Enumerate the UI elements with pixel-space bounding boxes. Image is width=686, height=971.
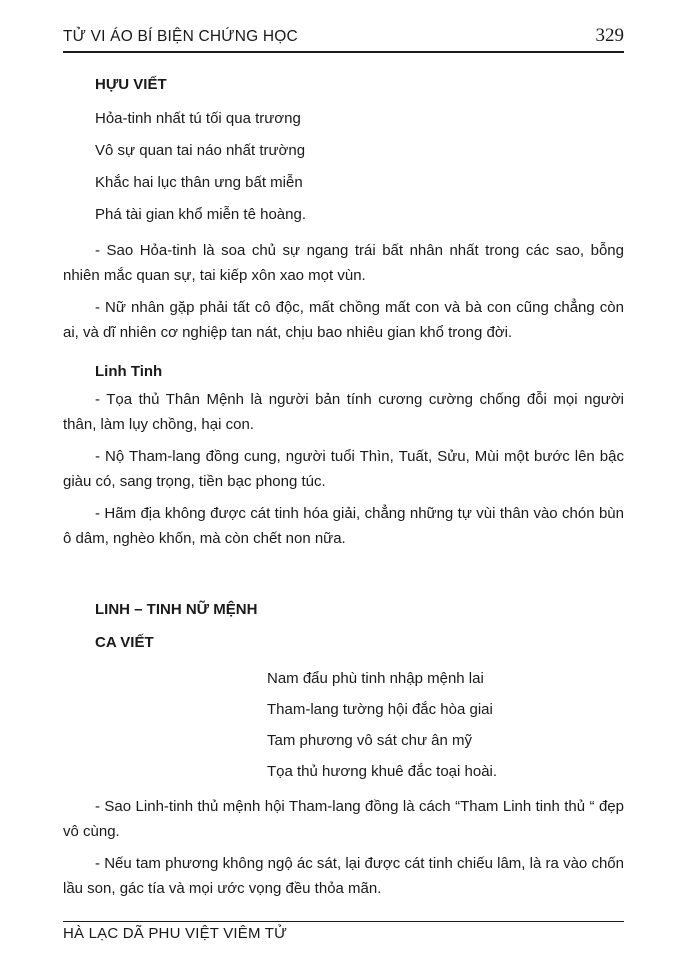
paragraph: - Sao Linh-tinh thủ mệnh hội Tham-lang đồng là cách “Tham Linh tinh thủ “ đẹp vô cùng. xyxy=(63,798,624,840)
running-header xyxy=(63,25,624,53)
page-number: 329 xyxy=(595,25,624,46)
section-heading-linh-tinh: Linh Tinh xyxy=(95,363,163,380)
book-title: TỬ VI ÁO BÍ BIỆN CHỨNG HỌC xyxy=(63,28,298,45)
section-spacer xyxy=(63,551,624,581)
verse-line: Tham-lang tường hội đắc hòa giai xyxy=(267,701,493,718)
paragraph: - Tọa thủ Thân Mệnh là người bản tính cương cường chống đỗi mọi người thân, làm lụy chồng, hại con. xyxy=(63,391,624,433)
verse-line: Tọa thủ hương khuê đắc toại hoài. xyxy=(267,763,498,780)
verse-line: Vô sự quan tai náo nhất trường xyxy=(95,142,306,159)
verse-line: Khắc hai lục thân ưng bất miễn xyxy=(95,174,303,191)
section-heading-ca-viet: CA VIẾT xyxy=(95,634,154,651)
verse-line: Nam đẩu phù tinh nhập mệnh lai xyxy=(267,670,484,687)
running-footer xyxy=(63,921,624,942)
verse-line: Tam phương vô sát chư ân mỹ xyxy=(267,732,473,749)
paragraph: - Nộ Tham-lang đồng cung, người tuổi Thìn, Tuất, Sửu, Mùi một bước lên bậc giàu có, sang trọng, tiền bạc phong túc. xyxy=(63,448,624,490)
paragraph: - Nếu tam phương không ngộ ác sát, lại được cát tinh chiếu lâm, là ra vào chốn lầu son, gác tía và mọi ước vọng đều thỏa mãn. xyxy=(63,855,624,897)
verse-line: Phá tài gian khổ miễn tê hoàng. xyxy=(95,206,306,223)
verse-group-huu-viet xyxy=(95,103,624,231)
section-heading-huu-viet: HỰU VIẾT xyxy=(95,76,167,93)
paragraph: - Sao Hỏa-tinh là soa chủ sự ngang trái bất nhân nhất trong các sao, bỗng nhiên mắc quan sự, tai kiếp xôn xao mọt vùn. xyxy=(63,242,624,284)
footer-text: HÀ LẠC DÃ PHU VIỆT VIÊM TỬ xyxy=(63,925,288,942)
paragraph: - Hãm địa không được cát tinh hóa giải, chẳng những tự vùi thân vào chón bùn ô dâm, nghèo khốn, mà còn chết non nữa. xyxy=(63,505,624,547)
verse-group-ca-viet xyxy=(267,663,624,787)
verse-line: Hỏa-tinh nhất tú tối qua trương xyxy=(95,110,301,127)
section-heading-linh-tinh-nu-menh: LINH – TINH NỮ MỆNH xyxy=(95,601,258,618)
paragraph: - Nữ nhân gặp phải tất cô độc, mất chồng mất con và bà con cũng chẳng còn ai, và dĩ nhiên cơ nghiệp tan nát, chịu bao nhiêu gian khổ trong đời. xyxy=(63,299,624,341)
